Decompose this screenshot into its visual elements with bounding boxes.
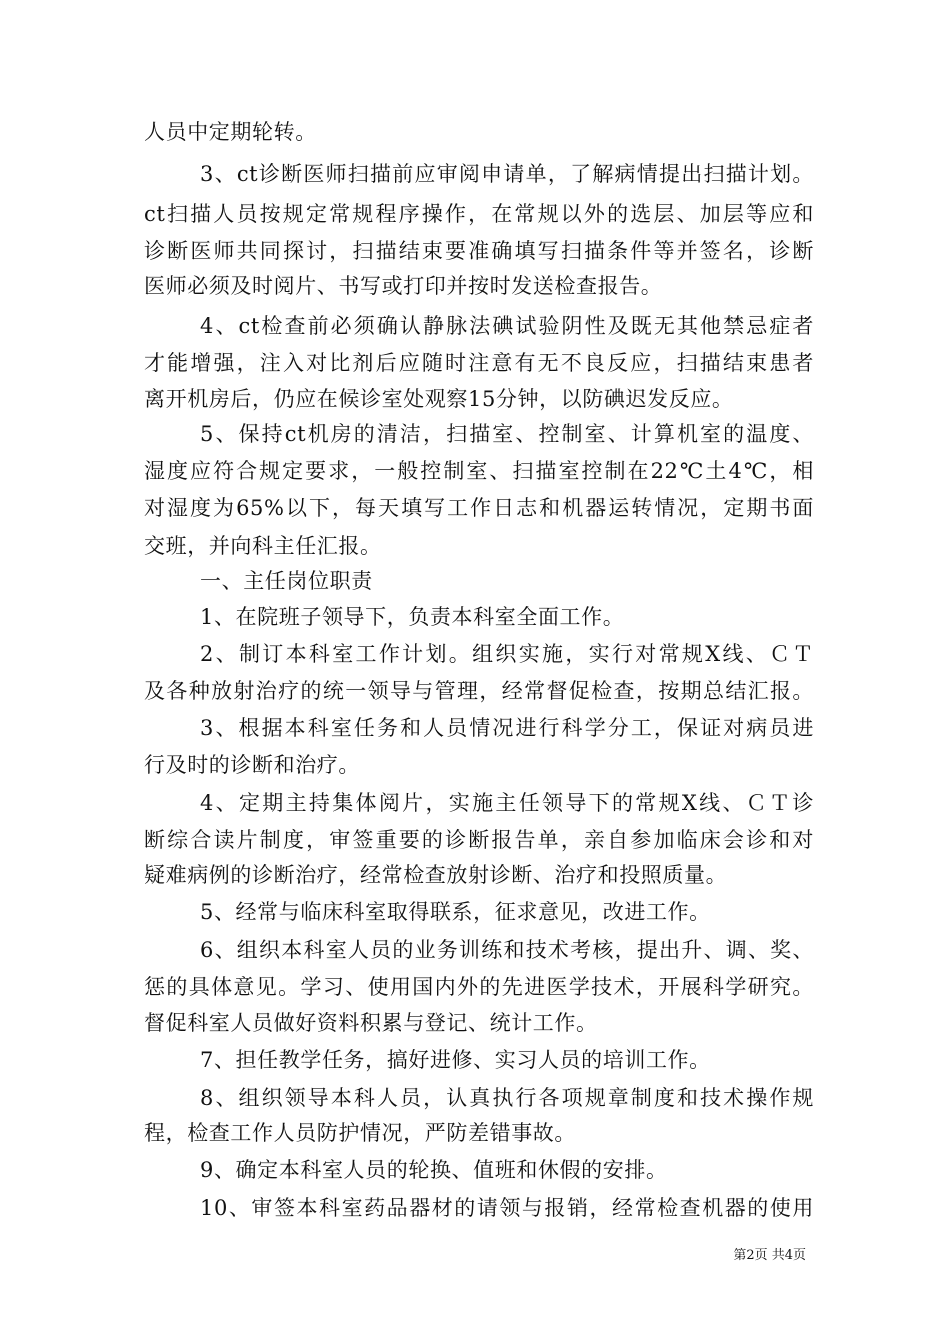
page-number-footer: 第2页 共4页 [733, 1248, 806, 1263]
text-line-18: 行及时的诊断和治疗。 [144, 753, 360, 777]
text-line-19: 4、定期主持集体阅片，实施主任领导下的常规X线、ＣＴ诊 [200, 791, 814, 815]
text-line-12: 交班，并向科主任汇报。 [144, 534, 382, 558]
text-line-10: 湿度应符合规定要求，一般控制室、扫描室控制在22℃土4℃，相 [144, 459, 814, 483]
text-line-25: 督促科室人员做好资料积累与登记、统计工作。 [144, 1011, 598, 1035]
text-line-3: ct扫描人员按规定常规程序操作，在常规以外的选层、加层等应和 [144, 202, 814, 226]
text-line-8: 离开机房后，仍应在候诊室处观察15分钟，以防碘迟发反应。 [144, 387, 734, 411]
text-line-26: 7、担任教学任务，搞好进修、实习人员的培训工作。 [200, 1048, 711, 1072]
text-line-9: 5、保持ct机房的清洁，扫描室、控制室、计算机室的温度、 [200, 422, 814, 446]
text-line-11: 对湿度为65%以下，每天填写工作日志和机器运转情况，定期书面 [144, 496, 814, 520]
text-line-2: 3、ct诊断医师扫描前应审阅申请单，了解病情提出扫描计划。 [200, 162, 814, 186]
text-line-30: 10、审签本科室药品器材的请领与报销，经常检查机器的使用 [200, 1196, 814, 1220]
text-line-7: 才能增强，注入对比剂后应随时注意有无不良反应，扫描结束患者 [144, 351, 814, 375]
text-line-29: 9、确定本科室人员的轮换、值班和休假的安排。 [200, 1158, 668, 1182]
text-line-5: 医师必须及时阅片、书写或打印并按时发送检查报告。 [144, 274, 663, 298]
text-line-6: 4、ct检查前必须确认静脉法碘试验阴性及既无其他禁忌症者 [200, 314, 814, 338]
text-line-24: 惩的具体意见。学习、使用国内外的先进医学技术，开展科学研究。 [144, 975, 814, 999]
text-line-16: 及各种放射治疗的统一领导与管理，经常督促检查，按期总结汇报。 [144, 679, 814, 703]
text-line-28: 程，检查工作人员防护情况，严防差错事故。 [144, 1121, 576, 1145]
text-line-4: 诊断医师共同探讨，扫描结束要准确填写扫描条件等并签名，诊断 [144, 239, 814, 263]
text-line-14: 1、在院班子领导下，负责本科室全面工作。 [200, 605, 625, 629]
text-line-22: 5、经常与临床科室取得联系，征求意见，改进工作。 [200, 900, 711, 924]
text-line-21: 疑难病例的诊断治疗，经常检查放射诊断、治疗和投照质量。 [144, 863, 728, 887]
text-line-23: 6、组织本科室人员的业务训练和技术考核，提出升、调、奖、 [200, 938, 814, 962]
text-line-27: 8、组织领导本科人员，认真执行各项规章制度和技术操作规 [200, 1086, 814, 1110]
text-line-15: 2、制订本科室工作计划。组织实施，实行对常规X线、ＣＴ [200, 642, 814, 666]
section-heading: 一、主任岗位职责 [200, 569, 373, 593]
text-line-1: 人员中定期轮转。 [144, 120, 317, 144]
text-line-20: 断综合读片制度，审签重要的诊断报告单，亲自参加临床会诊和对 [144, 828, 814, 852]
text-line-17: 3、根据本科室任务和人员情况进行科学分工，保证对病员进 [200, 716, 814, 740]
